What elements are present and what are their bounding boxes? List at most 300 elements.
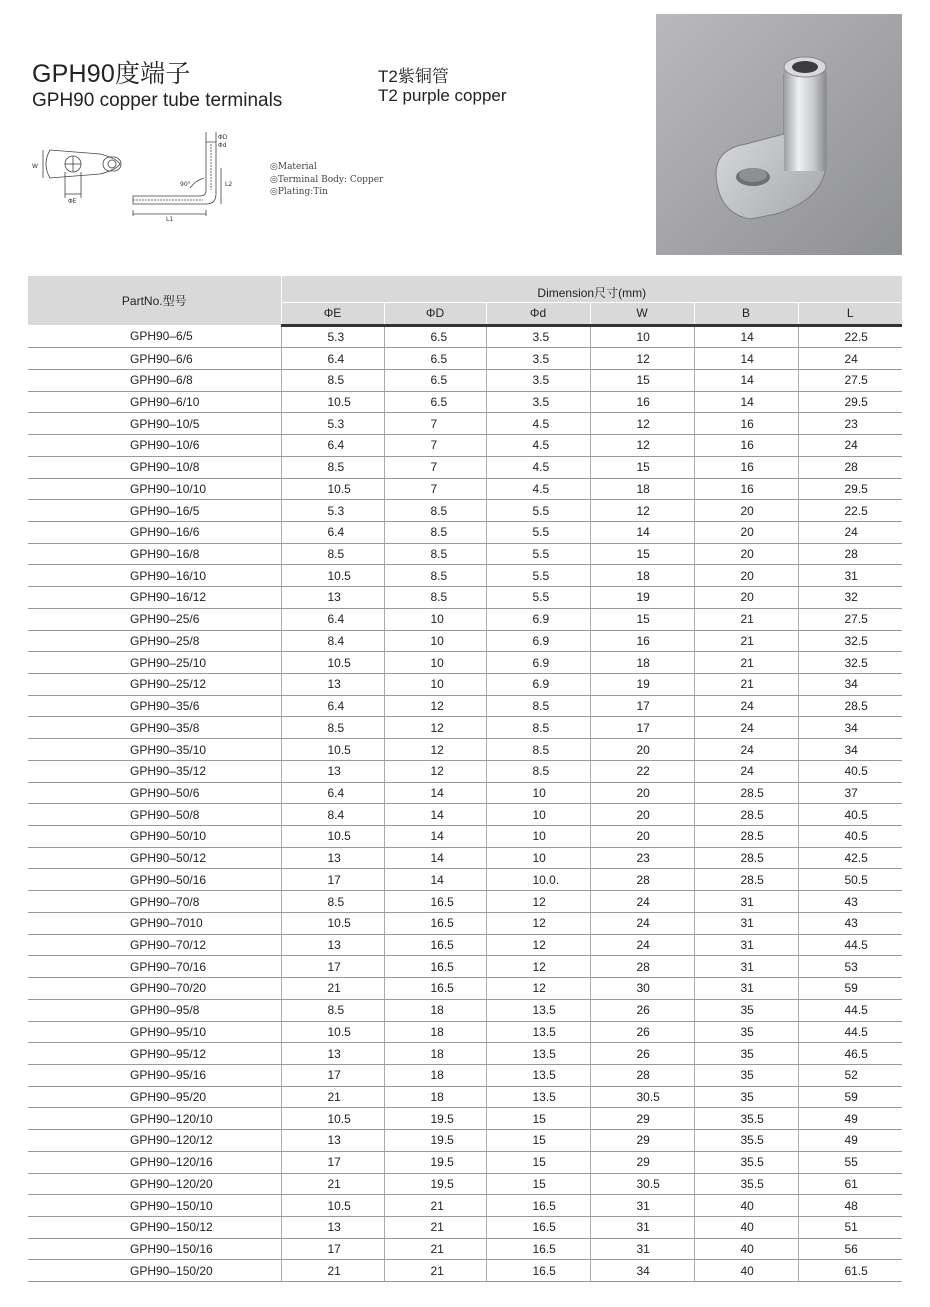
cell-phi-d-small: 6.9 — [486, 674, 590, 696]
cell-part-number: GPH90–150/20 — [28, 1260, 281, 1282]
cell-l: 37 — [798, 782, 902, 804]
cell-phi-e: 10.5 — [281, 826, 384, 848]
cell-w: 15 — [590, 543, 694, 565]
cell-w: 20 — [590, 739, 694, 761]
table-row — [28, 760, 902, 782]
note-plating: ◎Plating:Tin — [270, 187, 328, 197]
cell-b: 40 — [694, 1260, 798, 1282]
cell-part-number: GPH90–95/12 — [28, 1043, 281, 1065]
table-row — [28, 999, 902, 1021]
cell-part-number: GPH90–6/10 — [28, 391, 281, 413]
table-row — [28, 435, 902, 457]
cell-part-number: GPH90–50/6 — [28, 782, 281, 804]
cell-part-number: GPH90–50/16 — [28, 869, 281, 891]
cell-w: 26 — [590, 999, 694, 1021]
table-row — [28, 1108, 902, 1130]
cell-phi-e: 6.4 — [281, 782, 384, 804]
cell-l: 22.5 — [798, 325, 902, 348]
cell-l: 32.5 — [798, 630, 902, 652]
table-row — [28, 1238, 902, 1260]
cell-part-number: GPH90–25/8 — [28, 630, 281, 652]
table-row — [28, 956, 902, 978]
cell-phi-e: 10.5 — [281, 1108, 384, 1130]
table-row — [28, 1086, 902, 1108]
spec-table — [28, 276, 902, 1282]
col-header-phi-d: ΦD — [384, 302, 486, 325]
cell-part-number: GPH90–16/8 — [28, 543, 281, 565]
cell-w: 26 — [590, 1043, 694, 1065]
table-row — [28, 500, 902, 522]
cell-b: 40 — [694, 1238, 798, 1260]
cell-phi-d-small: 5.5 — [486, 500, 590, 522]
cell-phi-d: 8.5 — [384, 565, 486, 587]
cell-l: 56 — [798, 1238, 902, 1260]
cell-phi-d: 8.5 — [384, 521, 486, 543]
cell-phi-d-small: 16.5 — [486, 1260, 590, 1282]
label-l1: L1 — [166, 216, 174, 223]
cell-phi-d-small: 12 — [486, 912, 590, 934]
table-row — [28, 674, 902, 696]
cell-part-number: GPH90–25/6 — [28, 608, 281, 630]
cell-l: 61.5 — [798, 1260, 902, 1282]
cell-part-number: GPH90–7010 — [28, 912, 281, 934]
cell-b: 31 — [694, 891, 798, 913]
cell-b: 35.5 — [694, 1173, 798, 1195]
cell-part-number: GPH90–95/8 — [28, 999, 281, 1021]
cell-phi-d: 6.5 — [384, 391, 486, 413]
cell-phi-d: 21 — [384, 1260, 486, 1282]
cell-part-number: GPH90–35/8 — [28, 717, 281, 739]
table-row — [28, 325, 902, 348]
cell-w: 31 — [590, 1216, 694, 1238]
cell-part-number: GPH90–120/20 — [28, 1173, 281, 1195]
cell-phi-d: 18 — [384, 999, 486, 1021]
cell-l: 53 — [798, 956, 902, 978]
label-phi-d-upper: ΦD — [218, 134, 228, 141]
cell-w: 31 — [590, 1238, 694, 1260]
cell-part-number: GPH90–10/10 — [28, 478, 281, 500]
cell-l: 49 — [798, 1108, 902, 1130]
cell-phi-e: 17 — [281, 869, 384, 891]
cell-phi-e: 13 — [281, 847, 384, 869]
cell-w: 31 — [590, 1195, 694, 1217]
cell-b: 20 — [694, 500, 798, 522]
cell-phi-d: 7 — [384, 413, 486, 435]
cell-phi-d: 8.5 — [384, 500, 486, 522]
cell-part-number: GPH90–150/12 — [28, 1216, 281, 1238]
cell-l: 24 — [798, 521, 902, 543]
cell-l: 42.5 — [798, 847, 902, 869]
cell-part-number: GPH90–10/6 — [28, 435, 281, 457]
cell-b: 21 — [694, 674, 798, 696]
cell-l: 40.5 — [798, 804, 902, 826]
cell-w: 28 — [590, 869, 694, 891]
cell-part-number: GPH90–25/10 — [28, 652, 281, 674]
cell-b: 21 — [694, 652, 798, 674]
cell-b: 40 — [694, 1195, 798, 1217]
cell-phi-e: 13 — [281, 1043, 384, 1065]
cell-l: 59 — [798, 1086, 902, 1108]
cell-w: 19 — [590, 587, 694, 609]
cell-phi-d-small: 10 — [486, 826, 590, 848]
cell-l: 22.5 — [798, 500, 902, 522]
table-row — [28, 847, 902, 869]
cell-w: 20 — [590, 782, 694, 804]
cell-w: 29 — [590, 1130, 694, 1152]
cell-l: 28.5 — [798, 695, 902, 717]
cell-phi-d-small: 13.5 — [486, 1086, 590, 1108]
cell-part-number: GPH90–35/12 — [28, 760, 281, 782]
cell-l: 24 — [798, 348, 902, 370]
cell-l: 55 — [798, 1151, 902, 1173]
cell-phi-d-small: 13.5 — [486, 1064, 590, 1086]
col-header-l: L — [798, 302, 902, 325]
cell-phi-e: 21 — [281, 978, 384, 1000]
cell-part-number: GPH90–35/10 — [28, 739, 281, 761]
cell-phi-d-small: 8.5 — [486, 739, 590, 761]
cell-part-number: GPH90–120/10 — [28, 1108, 281, 1130]
cell-l: 24 — [798, 435, 902, 457]
cell-w: 20 — [590, 826, 694, 848]
cell-phi-e: 5.3 — [281, 325, 384, 348]
cell-b: 21 — [694, 630, 798, 652]
cell-w: 24 — [590, 912, 694, 934]
cell-l: 32.5 — [798, 652, 902, 674]
cell-phi-d: 19.5 — [384, 1173, 486, 1195]
cell-phi-d-small: 15 — [486, 1173, 590, 1195]
cell-phi-d-small: 16.5 — [486, 1195, 590, 1217]
dimension-header: Dimension尺寸(mm) — [281, 276, 902, 302]
cell-phi-d-small: 12 — [486, 934, 590, 956]
cell-phi-d-small: 3.5 — [486, 325, 590, 348]
cell-w: 16 — [590, 630, 694, 652]
cell-w: 24 — [590, 891, 694, 913]
cell-phi-d-small: 5.5 — [486, 565, 590, 587]
table-row — [28, 608, 902, 630]
cell-b: 24 — [694, 760, 798, 782]
cell-part-number: GPH90–70/16 — [28, 956, 281, 978]
cell-phi-d-small: 5.5 — [486, 543, 590, 565]
cell-b: 24 — [694, 739, 798, 761]
cell-part-number: GPH90–150/10 — [28, 1195, 281, 1217]
cell-part-number: GPH90–6/8 — [28, 369, 281, 391]
cell-b: 14 — [694, 391, 798, 413]
cell-l: 27.5 — [798, 608, 902, 630]
cell-phi-e: 10.5 — [281, 1195, 384, 1217]
table-row — [28, 695, 902, 717]
cell-l: 43 — [798, 891, 902, 913]
cell-b: 31 — [694, 978, 798, 1000]
cell-b: 21 — [694, 608, 798, 630]
cell-l: 27.5 — [798, 369, 902, 391]
cell-b: 28.5 — [694, 847, 798, 869]
cell-phi-d: 18 — [384, 1021, 486, 1043]
cell-phi-d-small: 10 — [486, 847, 590, 869]
table-row — [28, 1195, 902, 1217]
cell-phi-d: 16.5 — [384, 912, 486, 934]
cell-b: 28.5 — [694, 804, 798, 826]
cell-part-number: GPH90–16/10 — [28, 565, 281, 587]
cell-phi-d: 12 — [384, 695, 486, 717]
cell-phi-d-small: 5.5 — [486, 521, 590, 543]
table-row — [28, 478, 902, 500]
cell-w: 15 — [590, 369, 694, 391]
cell-w: 18 — [590, 652, 694, 674]
cell-phi-e: 21 — [281, 1260, 384, 1282]
cell-phi-d-small: 8.5 — [486, 717, 590, 739]
table-row — [28, 630, 902, 652]
cell-b: 24 — [694, 717, 798, 739]
cell-phi-e: 8.5 — [281, 456, 384, 478]
cell-l: 59 — [798, 978, 902, 1000]
cell-b: 20 — [694, 543, 798, 565]
cell-w: 28 — [590, 956, 694, 978]
cell-b: 20 — [694, 565, 798, 587]
col-header-b: B — [694, 302, 798, 325]
cell-w: 18 — [590, 478, 694, 500]
note-material: ◎Material — [270, 162, 317, 172]
cell-w: 15 — [590, 608, 694, 630]
table-row — [28, 543, 902, 565]
cell-phi-d-small: 15 — [486, 1130, 590, 1152]
cell-w: 19 — [590, 674, 694, 696]
cell-w: 20 — [590, 804, 694, 826]
cell-phi-d: 6.5 — [384, 348, 486, 370]
cell-phi-d: 16.5 — [384, 956, 486, 978]
cell-w: 17 — [590, 695, 694, 717]
cell-phi-d-small: 10 — [486, 804, 590, 826]
cell-phi-d: 12 — [384, 760, 486, 782]
cell-phi-d-small: 6.9 — [486, 608, 590, 630]
cell-phi-e: 6.4 — [281, 521, 384, 543]
label-phi-e: ΦE — [68, 198, 77, 205]
cell-phi-e: 8.5 — [281, 891, 384, 913]
cell-l: 34 — [798, 739, 902, 761]
table-row — [28, 521, 902, 543]
cell-w: 26 — [590, 1021, 694, 1043]
cell-phi-d-small: 6.9 — [486, 652, 590, 674]
cell-w: 30 — [590, 978, 694, 1000]
cell-b: 35.5 — [694, 1151, 798, 1173]
cell-w: 12 — [590, 348, 694, 370]
cell-l: 29.5 — [798, 478, 902, 500]
page-title-en: GPH90 copper tube terminals — [32, 90, 283, 111]
cell-b: 14 — [694, 325, 798, 348]
cell-phi-d: 7 — [384, 435, 486, 457]
table-row — [28, 826, 902, 848]
cell-part-number: GPH90–10/8 — [28, 456, 281, 478]
cell-l: 31 — [798, 565, 902, 587]
terminal-drawing — [28, 128, 263, 223]
cell-part-number: GPH90–50/10 — [28, 826, 281, 848]
cell-w: 10 — [590, 325, 694, 348]
cell-b: 35 — [694, 1064, 798, 1086]
cell-phi-d-small: 16.5 — [486, 1216, 590, 1238]
cell-phi-d: 16.5 — [384, 978, 486, 1000]
cell-phi-d: 16.5 — [384, 934, 486, 956]
cell-b: 20 — [694, 587, 798, 609]
table-row — [28, 1130, 902, 1152]
table-row — [28, 934, 902, 956]
cell-phi-e: 8.5 — [281, 999, 384, 1021]
cell-phi-d: 18 — [384, 1064, 486, 1086]
col-header-phi-d-small: Φd — [486, 302, 590, 325]
cell-l: 23 — [798, 413, 902, 435]
cell-phi-d: 12 — [384, 739, 486, 761]
cell-phi-e: 5.3 — [281, 413, 384, 435]
cell-l: 28 — [798, 456, 902, 478]
cell-b: 16 — [694, 478, 798, 500]
cell-l: 40.5 — [798, 826, 902, 848]
table-row — [28, 739, 902, 761]
cell-phi-e: 10.5 — [281, 478, 384, 500]
cell-phi-d: 6.5 — [384, 325, 486, 348]
cell-b: 35.5 — [694, 1108, 798, 1130]
cell-b: 20 — [694, 521, 798, 543]
cell-b: 14 — [694, 348, 798, 370]
cell-w: 23 — [590, 847, 694, 869]
cell-b: 16 — [694, 435, 798, 457]
table-row — [28, 1064, 902, 1086]
cell-w: 12 — [590, 413, 694, 435]
cell-part-number: GPH90–50/8 — [28, 804, 281, 826]
product-photo — [656, 14, 902, 255]
cell-phi-e: 21 — [281, 1086, 384, 1108]
cell-part-number: GPH90–70/8 — [28, 891, 281, 913]
cell-phi-e: 13 — [281, 1216, 384, 1238]
cell-phi-d-small: 4.5 — [486, 413, 590, 435]
cell-phi-e: 13 — [281, 934, 384, 956]
cell-b: 35 — [694, 999, 798, 1021]
cell-l: 49 — [798, 1130, 902, 1152]
cell-w: 17 — [590, 717, 694, 739]
cell-l: 34 — [798, 674, 902, 696]
cell-phi-d-small: 4.5 — [486, 478, 590, 500]
cell-phi-d-small: 12 — [486, 956, 590, 978]
cell-w: 30.5 — [590, 1173, 694, 1195]
cell-phi-d: 10 — [384, 630, 486, 652]
cell-phi-d-small: 10 — [486, 782, 590, 804]
table-row — [28, 413, 902, 435]
cell-b: 14 — [694, 369, 798, 391]
table-row — [28, 978, 902, 1000]
cell-phi-d: 8.5 — [384, 543, 486, 565]
cell-w: 22 — [590, 760, 694, 782]
cell-phi-d: 14 — [384, 826, 486, 848]
cell-w: 15 — [590, 456, 694, 478]
cell-b: 28.5 — [694, 826, 798, 848]
cell-b: 16 — [694, 456, 798, 478]
cell-phi-d: 10 — [384, 674, 486, 696]
cell-b: 31 — [694, 912, 798, 934]
cell-b: 35 — [694, 1043, 798, 1065]
cell-b: 40 — [694, 1216, 798, 1238]
cell-phi-d-small: 10.0. — [486, 869, 590, 891]
table-row — [28, 1173, 902, 1195]
cell-w: 12 — [590, 500, 694, 522]
table-row — [28, 912, 902, 934]
cell-b: 28.5 — [694, 869, 798, 891]
cell-l: 29.5 — [798, 391, 902, 413]
cell-phi-d: 21 — [384, 1238, 486, 1260]
cell-phi-d-small: 15 — [486, 1108, 590, 1130]
cell-phi-e: 5.3 — [281, 500, 384, 522]
cell-l: 52 — [798, 1064, 902, 1086]
cell-b: 35.5 — [694, 1130, 798, 1152]
cell-phi-d-small: 4.5 — [486, 435, 590, 457]
cell-part-number: GPH90–16/5 — [28, 500, 281, 522]
table-row — [28, 1216, 902, 1238]
cell-w: 16 — [590, 391, 694, 413]
cell-w: 29 — [590, 1108, 694, 1130]
cell-part-number: GPH90–16/12 — [28, 587, 281, 609]
cell-phi-e: 6.4 — [281, 695, 384, 717]
cell-phi-d-small: 4.5 — [486, 456, 590, 478]
cell-phi-e: 10.5 — [281, 565, 384, 587]
table-row — [28, 369, 902, 391]
cell-w: 12 — [590, 435, 694, 457]
cell-phi-e: 10.5 — [281, 1021, 384, 1043]
cell-phi-d-small: 13.5 — [486, 999, 590, 1021]
cell-part-number: GPH90–95/16 — [28, 1064, 281, 1086]
cell-phi-d: 21 — [384, 1216, 486, 1238]
cell-phi-d: 6.5 — [384, 369, 486, 391]
cell-phi-d-small: 12 — [486, 978, 590, 1000]
cell-b: 35 — [694, 1021, 798, 1043]
cell-w: 24 — [590, 934, 694, 956]
cell-l: 44.5 — [798, 999, 902, 1021]
table-row — [28, 348, 902, 370]
table-row — [28, 804, 902, 826]
cell-part-number: GPH90–120/12 — [28, 1130, 281, 1152]
cell-phi-d-small: 13.5 — [486, 1021, 590, 1043]
cell-phi-e: 8.4 — [281, 630, 384, 652]
cell-phi-e: 17 — [281, 1238, 384, 1260]
cell-phi-d-small: 8.5 — [486, 695, 590, 717]
cell-b: 24 — [694, 695, 798, 717]
cell-phi-d: 18 — [384, 1086, 486, 1108]
table-row — [28, 782, 902, 804]
table-row — [28, 652, 902, 674]
cell-phi-d-small: 13.5 — [486, 1043, 590, 1065]
cell-phi-e: 21 — [281, 1173, 384, 1195]
label-l2: L2 — [225, 181, 233, 188]
material-notes — [270, 161, 383, 199]
cell-l: 61 — [798, 1173, 902, 1195]
cell-phi-e: 6.4 — [281, 608, 384, 630]
cell-l: 44.5 — [798, 1021, 902, 1043]
material-cn: T2紫铜管 — [378, 67, 449, 86]
cell-phi-e: 6.4 — [281, 435, 384, 457]
table-row — [28, 587, 902, 609]
cell-phi-e: 10.5 — [281, 912, 384, 934]
table-row — [28, 391, 902, 413]
cell-phi-d-small: 15 — [486, 1151, 590, 1173]
cell-l: 43 — [798, 912, 902, 934]
cell-b: 28.5 — [694, 782, 798, 804]
cell-l: 46.5 — [798, 1043, 902, 1065]
cell-phi-d: 19.5 — [384, 1130, 486, 1152]
cell-phi-e: 10.5 — [281, 391, 384, 413]
table-row — [28, 1043, 902, 1065]
cell-l: 51 — [798, 1216, 902, 1238]
label-w: W — [32, 163, 38, 170]
cell-phi-d-small: 8.5 — [486, 760, 590, 782]
cell-l: 50.5 — [798, 869, 902, 891]
cell-part-number: GPH90–150/16 — [28, 1238, 281, 1260]
cell-b: 35 — [694, 1086, 798, 1108]
table-row — [28, 869, 902, 891]
